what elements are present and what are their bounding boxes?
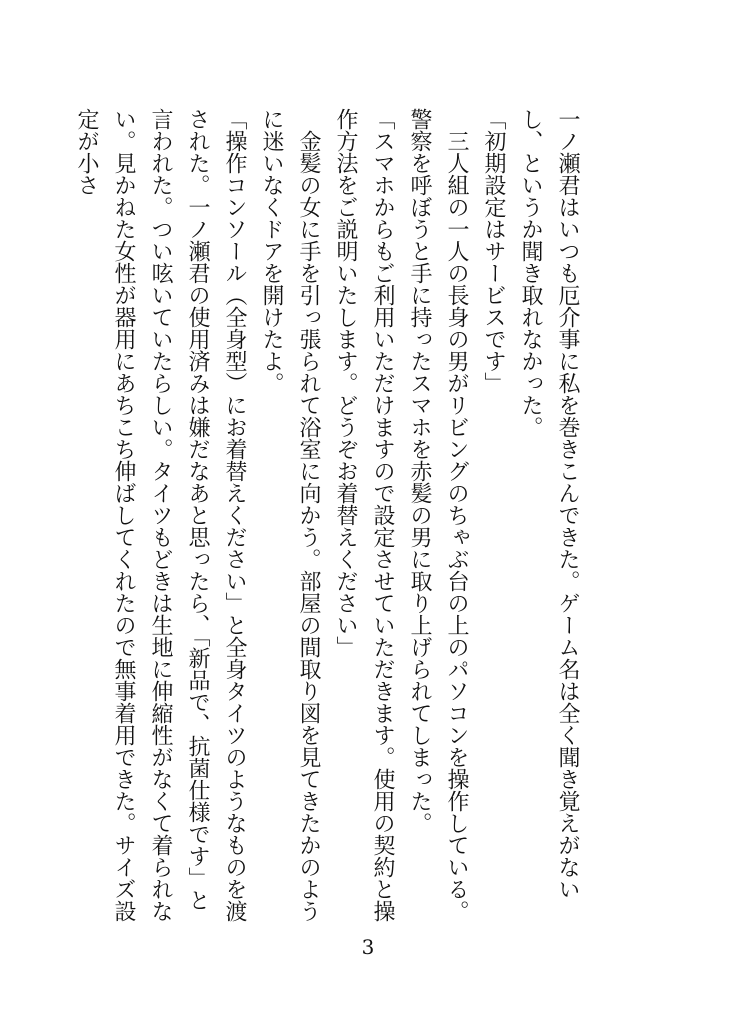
page-number: 3 xyxy=(361,935,375,959)
paragraph-6-dialogue: 「操作コンソール（全身型）にお着替えください」と全身タイツのようなものを渡された。一ノ瀬君の使用済みは嫌だなあと思ったら、「新品で、抗菌仕様です」と言われた。つい呟いていたらしい。タイツもどきは生地に伸縮性がなくて着られない。見かねた女性が器用にあちこち伸ばしてくれたので無事着用できた。サイズ設定が小さ xyxy=(74,108,247,922)
paragraph-1: 一ノ瀬君はいつも厄介事に私を巻きこんできた。ゲーム名は全く聞き覚えがないし、というか聞き取れなかった。 xyxy=(518,108,580,900)
vertical-body-text xyxy=(74,108,586,928)
paragraph-3: 三人組の一人の長身の男がリビングのちゃぶ台の上のパソコンを操作している。警察を呼ぼうと手に持ったスマホを赤髪の男に取り上げられてしまった。 xyxy=(407,108,469,922)
paragraph-2-dialogue: 「初期設定はサービスです」 xyxy=(481,108,506,394)
paragraph-4-dialogue: 「スマホからもご利用いただけますので設定させていただきます。使用の契約と操作方法をご説明いたします。どうぞお着替えください」 xyxy=(333,108,395,922)
paragraph-5: 金髪の女に手を引っ張られて浴室に向かう。部屋の間取り図を見てきたかのように迷いなくドアを開けたよ。 xyxy=(259,108,321,922)
